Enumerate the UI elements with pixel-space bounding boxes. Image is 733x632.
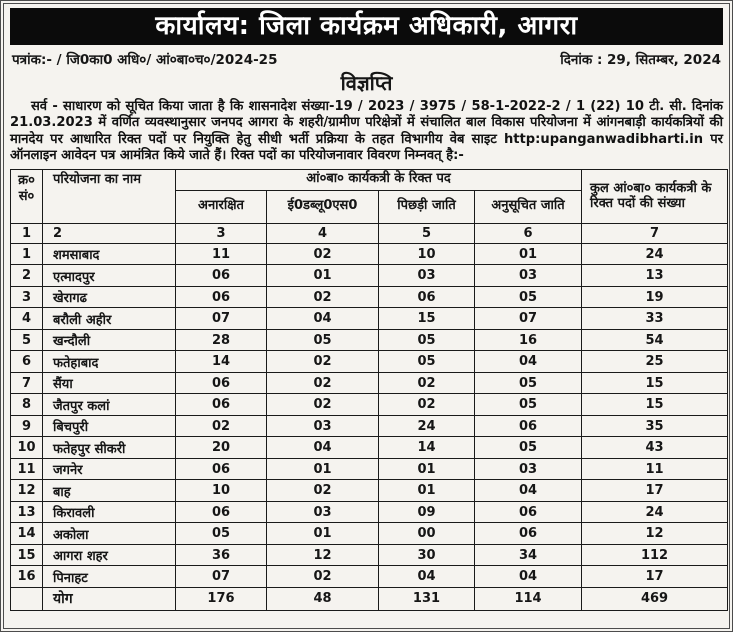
row-project-name: खेरागढ: [43, 286, 176, 308]
total-ews: 48: [267, 587, 379, 610]
row-serial: 12: [11, 480, 43, 502]
row-vacancy-value: 06: [176, 372, 267, 394]
row-vacancy-value: 06: [379, 286, 475, 308]
row-vacancy-value: 12: [267, 544, 379, 566]
table-row: [11, 351, 728, 373]
row-vacancy-value: 03: [379, 265, 475, 287]
row-vacancy-value: 01: [267, 523, 379, 545]
col-header-unreserved: अनारक्षित: [176, 190, 267, 223]
document-inner-frame: [3, 3, 730, 629]
row-vacancy-value: 02: [267, 394, 379, 416]
table-row: [11, 566, 728, 588]
row-vacancy-value: 112: [582, 544, 728, 566]
row-vacancy-value: 05: [176, 523, 267, 545]
row-vacancy-value: 24: [379, 415, 475, 437]
row-project-name: बाह: [43, 480, 176, 502]
table-row: [11, 415, 728, 437]
row-project-name: बरौली अहीर: [43, 308, 176, 330]
row-project-name: अकोला: [43, 523, 176, 545]
row-vacancy-value: 19: [582, 286, 728, 308]
row-vacancy-value: 07: [475, 308, 582, 330]
row-project-name: जैतपुर कलां: [43, 394, 176, 416]
row-vacancy-value: 05: [475, 394, 582, 416]
row-project-name: एत्मादपुर: [43, 265, 176, 287]
row-vacancy-value: 25: [582, 351, 728, 373]
table-row: [11, 437, 728, 459]
row-vacancy-value: 03: [475, 265, 582, 287]
row-vacancy-value: 36: [176, 544, 267, 566]
office-title-bar: [10, 8, 723, 45]
row-vacancy-value: 06: [176, 458, 267, 480]
row-vacancy-value: 04: [475, 480, 582, 502]
row-serial: 4: [11, 308, 43, 330]
row-vacancy-value: 01: [267, 265, 379, 287]
row-vacancy-value: 02: [176, 415, 267, 437]
row-vacancy-value: 04: [267, 437, 379, 459]
row-vacancy-value: 15: [582, 372, 728, 394]
row-project-name: सैंया: [43, 372, 176, 394]
row-vacancy-value: 02: [267, 566, 379, 588]
row-project-name: बिचपुरी: [43, 415, 176, 437]
row-vacancy-value: 04: [475, 351, 582, 373]
row-vacancy-value: 05: [267, 329, 379, 351]
row-vacancy-value: 06: [176, 501, 267, 523]
row-vacancy-value: 03: [267, 501, 379, 523]
row-vacancy-value: 30: [379, 544, 475, 566]
col-header-project: परियोजना का नाम: [43, 169, 176, 223]
notice-body-text: सर्व - साधारण को सूचित किया जाता है कि शासनादेश संख्या-19 / 2023 / 3975 / 58-1-2022-2 / 1 (22) 10 टी. सी. दिनांक 21.03.2023 में वर्णित व्यवस्थानुसार जनपद आगरा के शहरी/ग्रामीण परिक्षेत्रों में संचालित बाल विकास परियोजना में आंगनबाड़ी कार्यकत्रियों की मानदेय पर आधारित रिक्त पदों पर नियुक्ति हेतु सीधी भर्ती प्रक्रिया के तहत विभागीय वेब साइट http:upanganwadibharti.in पर ऑनलाइन आवेदन पत्र आमंत्रित किये जाते हैं। रिक्त पदों का परियोजनावार विवरण निम्नवत् है:-: [10, 99, 723, 164]
row-vacancy-value: 07: [176, 566, 267, 588]
row-vacancy-value: 02: [379, 394, 475, 416]
row-vacancy-value: 06: [475, 501, 582, 523]
row-project-name: फतेहाबाद: [43, 351, 176, 373]
row-serial: 5: [11, 329, 43, 351]
table-row: [11, 243, 728, 265]
total-unreserved: 176: [176, 587, 267, 610]
vacancy-table-header: [11, 169, 728, 243]
row-vacancy-value: 24: [582, 501, 728, 523]
table-row: [11, 265, 728, 287]
row-vacancy-value: 09: [379, 501, 475, 523]
row-vacancy-value: 06: [176, 394, 267, 416]
vacancy-table: [10, 169, 728, 611]
row-vacancy-value: 11: [582, 458, 728, 480]
column-number: 3: [176, 223, 267, 243]
row-vacancy-value: 03: [475, 458, 582, 480]
row-vacancy-value: 05: [475, 437, 582, 459]
row-vacancy-value: 05: [379, 351, 475, 373]
table-row: [11, 308, 728, 330]
row-vacancy-value: 04: [379, 566, 475, 588]
letter-number: पत्रांक:- / जि0का0 अधि०/ आं०बा०च०/2024-25: [12, 52, 278, 68]
row-vacancy-value: 02: [267, 243, 379, 265]
row-vacancy-value: 10: [379, 243, 475, 265]
row-vacancy-value: 04: [475, 566, 582, 588]
table-row: [11, 286, 728, 308]
total-row: [11, 587, 728, 610]
column-number-row: [11, 223, 728, 243]
row-vacancy-value: 33: [582, 308, 728, 330]
row-vacancy-value: 54: [582, 329, 728, 351]
row-vacancy-value: 43: [582, 437, 728, 459]
total-row-serial: [11, 587, 43, 610]
row-serial: 16: [11, 566, 43, 588]
table-row: [11, 501, 728, 523]
row-vacancy-value: 01: [379, 458, 475, 480]
row-vacancy-value: 00: [379, 523, 475, 545]
meta-row: [10, 50, 723, 68]
col-header-obc: पिछड़ी जाति: [379, 190, 475, 223]
row-vacancy-value: 03: [267, 415, 379, 437]
row-serial: 3: [11, 286, 43, 308]
table-row: [11, 458, 728, 480]
row-vacancy-value: 02: [267, 480, 379, 502]
row-vacancy-value: 14: [379, 437, 475, 459]
document-date: दिनांक : 29, सितम्बर, 2024: [560, 52, 721, 68]
table-row: [11, 372, 728, 394]
row-project-name: खन्दौली: [43, 329, 176, 351]
row-vacancy-value: 06: [176, 286, 267, 308]
column-number: 4: [267, 223, 379, 243]
row-project-name: आगरा शहर: [43, 544, 176, 566]
row-vacancy-value: 05: [475, 286, 582, 308]
row-vacancy-value: 11: [176, 243, 267, 265]
column-number: 5: [379, 223, 475, 243]
office-title: कार्यालय: जिला कार्यक्रम अधिकारी, आगरा: [155, 11, 578, 41]
row-vacancy-value: 15: [582, 394, 728, 416]
row-vacancy-value: 13: [582, 265, 728, 287]
row-vacancy-value: 10: [176, 480, 267, 502]
row-project-name: पिनाहट: [43, 566, 176, 588]
row-vacancy-value: 35: [582, 415, 728, 437]
row-vacancy-value: 04: [267, 308, 379, 330]
row-vacancy-value: 02: [267, 372, 379, 394]
table-body: [11, 243, 728, 587]
row-vacancy-value: 17: [582, 566, 728, 588]
row-project-name: जगनेर: [43, 458, 176, 480]
row-vacancy-value: 07: [176, 308, 267, 330]
row-vacancy-value: 05: [379, 329, 475, 351]
row-serial: 13: [11, 501, 43, 523]
row-vacancy-value: 16: [475, 329, 582, 351]
row-vacancy-value: 02: [379, 372, 475, 394]
table-row: [11, 544, 728, 566]
row-project-name: फतेहपुर सीकरी: [43, 437, 176, 459]
column-number: 2: [43, 223, 176, 243]
table-row: [11, 480, 728, 502]
column-number: 6: [475, 223, 582, 243]
row-vacancy-value: 15: [379, 308, 475, 330]
row-vacancy-value: 01: [267, 458, 379, 480]
row-vacancy-value: 02: [267, 351, 379, 373]
col-header-serial: क्र० सं०: [11, 169, 43, 223]
col-header-sc: अनुसूचित जाति: [475, 190, 582, 223]
column-number: 7: [582, 223, 728, 243]
total-row-label: योग: [43, 587, 176, 610]
row-vacancy-value: 24: [582, 243, 728, 265]
row-serial: 9: [11, 415, 43, 437]
table-row: [11, 523, 728, 545]
row-serial: 1: [11, 243, 43, 265]
row-serial: 2: [11, 265, 43, 287]
row-vacancy-value: 20: [176, 437, 267, 459]
row-vacancy-value: 28: [176, 329, 267, 351]
row-vacancy-value: 17: [582, 480, 728, 502]
row-project-name: शमसाबाद: [43, 243, 176, 265]
row-serial: 6: [11, 351, 43, 373]
row-serial: 11: [11, 458, 43, 480]
row-vacancy-value: 05: [475, 372, 582, 394]
row-vacancy-value: 01: [475, 243, 582, 265]
row-vacancy-value: 34: [475, 544, 582, 566]
total-grand: 469: [582, 587, 728, 610]
row-vacancy-value: 14: [176, 351, 267, 373]
row-vacancy-value: 06: [475, 523, 582, 545]
col-header-ews: ई0डब्लू0एस0: [267, 190, 379, 223]
row-vacancy-value: 12: [582, 523, 728, 545]
total-sc: 114: [475, 587, 582, 610]
notice-title: विज्ञप्ति: [340, 71, 393, 95]
column-number: 1: [11, 223, 43, 243]
row-vacancy-value: 06: [475, 415, 582, 437]
total-obc: 131: [379, 587, 475, 610]
col-header-vacancy-group: आं०बा० कार्यकत्री के रिक्त पद: [176, 169, 582, 190]
row-project-name: किरावली: [43, 501, 176, 523]
table-row: [11, 394, 728, 416]
col-header-total: कुल आं०बा० कार्यकत्री के रिक्त पदों की संख्या: [582, 169, 728, 223]
table-row: [11, 329, 728, 351]
row-serial: 7: [11, 372, 43, 394]
row-vacancy-value: 06: [176, 265, 267, 287]
row-serial: 10: [11, 437, 43, 459]
row-serial: 15: [11, 544, 43, 566]
row-serial: 8: [11, 394, 43, 416]
row-serial: 14: [11, 523, 43, 545]
row-vacancy-value: 01: [379, 480, 475, 502]
row-vacancy-value: 02: [267, 286, 379, 308]
